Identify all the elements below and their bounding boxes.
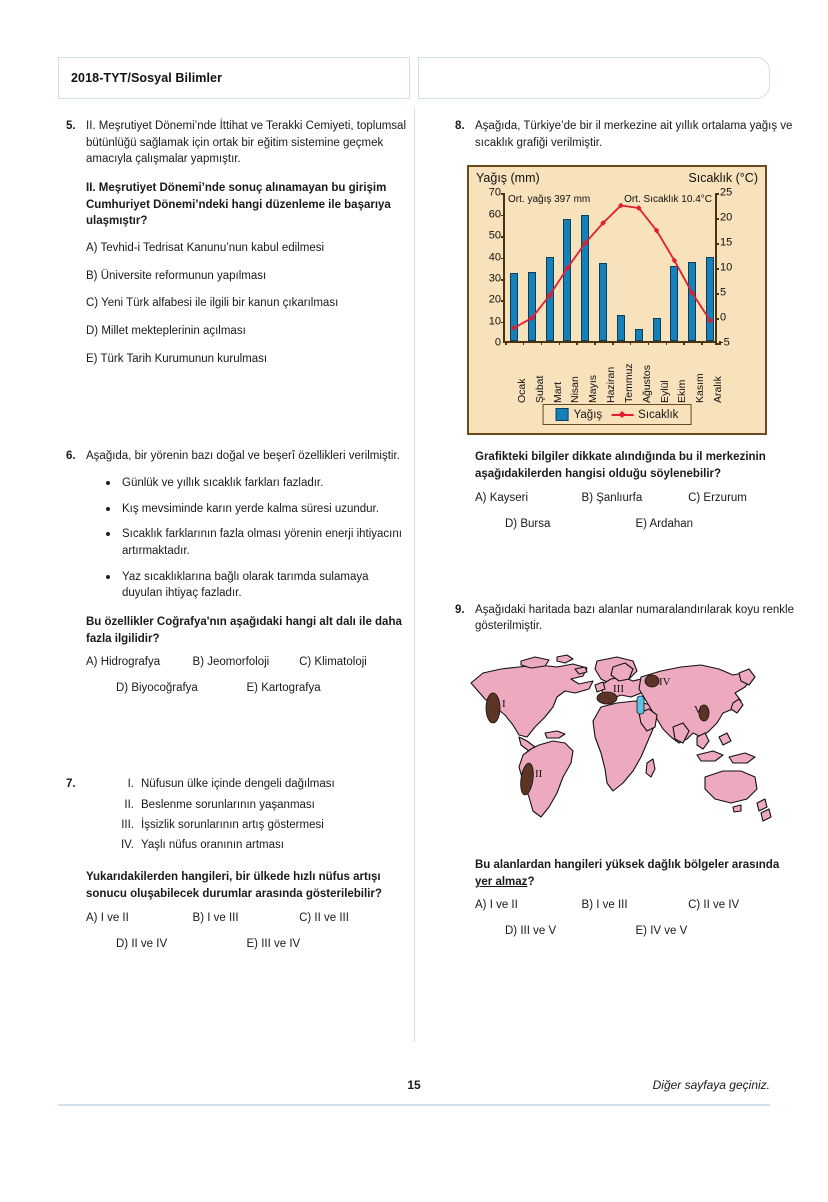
- roman-text: Beslenme sorunlarının yaşanması: [141, 798, 315, 811]
- legend-item-precipitation: [556, 408, 603, 421]
- option-a[interactable]: A) Hidrografya: [86, 656, 161, 669]
- chart-bar: [546, 257, 554, 342]
- chart-month-label: Eylül: [658, 380, 671, 404]
- question-5-stem: II. Meşrutiyet Dönemi’nde İttihat ve Terakki Cemiyeti, toplumsal bütünlüğü sağlamak için ortak bir eğitim sistemine geçmek amacıyla çalışmalar yapmıştır.: [86, 120, 406, 166]
- question-5-options: [86, 240, 406, 367]
- roman-numeral: III.: [121, 818, 134, 831]
- page-number: 15: [407, 1078, 421, 1092]
- option-b[interactable]: B) I ve III: [581, 899, 628, 912]
- chart-tickmark-left: [501, 258, 505, 260]
- chart-ylabel-left: Yağış (mm): [476, 171, 540, 186]
- chart-tickmark-right: [715, 318, 719, 320]
- chart-ytick-left: 60: [488, 208, 501, 221]
- option-e[interactable]: E) Kartografya: [246, 682, 321, 695]
- climate-chart: [467, 165, 767, 435]
- precipitation-swatch-icon: [556, 408, 569, 421]
- chart-ytick-right: 20: [720, 211, 733, 224]
- question-9-stem: Aşağıdaki haritada bazı alanlar numaralandırılarak koyu renkle gösterilmiştir.: [475, 603, 794, 633]
- chart-ytick-right: 0: [720, 311, 727, 324]
- chart-ytick-right: 5: [720, 286, 727, 299]
- landmass-new-guinea: [729, 753, 755, 763]
- chart-ylabel-right: Sıcaklık (°C): [688, 171, 758, 186]
- option-d[interactable]: D) II ve IV: [116, 937, 168, 950]
- chart-ytick-right: 10: [720, 261, 733, 274]
- option-e[interactable]: E) III ve IV: [246, 937, 301, 950]
- landmass-new-zealand-1: [757, 799, 767, 811]
- prompt-underlined: yer almaz: [475, 875, 528, 888]
- chart-month-label: Mart: [551, 382, 564, 404]
- bullet-item: Sıcaklık farklarının fazla olması yörenin enerji ihtiyacını artırmaktadır.: [104, 526, 406, 559]
- question-8-number: 8.: [455, 120, 465, 132]
- question-9-options-row-1: [475, 899, 795, 911]
- option-c[interactable]: C) Erzurum: [688, 491, 747, 504]
- option-b[interactable]: B) Şanlıurfa: [581, 491, 643, 504]
- roman-text: Yaşlı nüfus oranının artması: [141, 839, 284, 852]
- chart-month-label: Haziran: [605, 367, 618, 404]
- map-label-i: I: [502, 698, 506, 711]
- chart-ytick-left: 20: [488, 293, 501, 306]
- chart-ytick-right: 15: [720, 236, 733, 249]
- column-divider: [414, 107, 415, 1042]
- roman-item: [108, 776, 406, 793]
- question-8-prompt: Grafikteki bilgiler dikkate alındığında bu il merkezinin aşağıdakilerden hangisi olduğu söylenebilir?: [475, 451, 766, 481]
- option-e[interactable]: E) IV ve V: [635, 925, 688, 938]
- left-column: [66, 118, 406, 950]
- chart-bar: [599, 263, 607, 341]
- roman-numeral: I.: [127, 778, 134, 791]
- chart-bar: [706, 257, 714, 342]
- chart-tickmark-left: [501, 215, 505, 217]
- map-label-iii: III: [613, 683, 624, 696]
- chart-tickmark-right: [715, 193, 719, 195]
- question-6-bullet-list: [86, 475, 406, 602]
- footer-divider: [58, 1104, 770, 1106]
- gap-q5-q6: [66, 378, 406, 448]
- landmass-madagascar: [646, 759, 655, 777]
- chart-ytick-left: 0: [494, 336, 501, 349]
- annotation-precip-total: Ort. yağış 397 mm: [508, 194, 591, 206]
- gap-q6-q7: [66, 694, 406, 776]
- option-e[interactable]: E) Türk Tarih Kurumunun kurulması: [86, 352, 268, 365]
- landmass-caribbean: [545, 731, 565, 738]
- chart-ytick-left: 50: [488, 229, 501, 242]
- question-6-options-row-1: [86, 656, 406, 668]
- question-6: [66, 448, 406, 694]
- chart-tickmark-right: [715, 268, 719, 270]
- landmass-arctic-islands: [521, 657, 549, 668]
- chart-month-labels: [503, 345, 725, 407]
- world-map-svg: [461, 651, 781, 841]
- roman-item: [108, 797, 406, 814]
- landmass-australia: [705, 771, 757, 803]
- question-7-options-row-1: [86, 912, 406, 924]
- question-8-options-row-2: [475, 518, 795, 530]
- option-c[interactable]: C) Yeni Türk alfabesi ile ilgili bir kanun çıkarılması: [86, 297, 339, 310]
- option-c[interactable]: C) Klimatoloji: [299, 656, 367, 669]
- question-9: [455, 602, 795, 938]
- chart-bar: [617, 315, 625, 342]
- question-7: [66, 776, 406, 949]
- option-c[interactable]: C) II ve IV: [688, 899, 740, 912]
- chart-ytick-right: -5: [720, 336, 730, 349]
- option-a[interactable]: A) Kayseri: [475, 491, 529, 504]
- landmass-tasmania: [733, 805, 741, 812]
- chart-month-label: Aralık: [712, 376, 725, 404]
- chart-bar: [581, 215, 589, 341]
- chart-tickmark-left: [501, 279, 505, 281]
- question-7-number: 7.: [66, 778, 76, 791]
- chart-bar: [688, 262, 696, 341]
- chart-tickmark-left: [501, 193, 505, 195]
- question-8: [455, 118, 795, 530]
- prompt-part-after: ?: [527, 875, 535, 888]
- highlight-region-i: [486, 693, 500, 723]
- map-label-ii: II: [535, 768, 543, 781]
- chart-bar: [653, 318, 661, 342]
- prompt-part-before: Bu alanlardan hangileri yüksek dağlık bölgeler arasında: [475, 859, 780, 872]
- next-page-note: Diğer sayfaya geçiniz.: [652, 1078, 770, 1092]
- question-8-options-row-1: [475, 492, 795, 504]
- map-label-v: V: [694, 704, 702, 717]
- chart-month-label: Kasım: [694, 373, 707, 404]
- chart-month-label: Ağustos: [640, 365, 653, 404]
- question-7-roman-list: [108, 776, 406, 854]
- right-column: [455, 118, 795, 937]
- header-box-right: [418, 57, 770, 99]
- chart-tickmark-left: [501, 236, 505, 238]
- chart-bar: [563, 219, 571, 341]
- landmass-philippines: [719, 733, 731, 745]
- chart-temperature-line: [505, 193, 719, 343]
- temperature-line-icon: [611, 410, 633, 420]
- question-5-number: 5.: [66, 120, 76, 132]
- chart-ytick-left: 70: [488, 186, 501, 199]
- chart-tickmark-right: [715, 218, 719, 220]
- question-8-stem: Aşağıda, Türkiye’de bir il merkezine ait yıllık ortalama yağış ve sıcaklık grafiği verilmiştir.: [475, 120, 793, 149]
- chart-ytick-right: 25: [720, 186, 733, 199]
- chart-ytick-left: 30: [488, 272, 501, 285]
- highlight-region-iv: [645, 675, 659, 687]
- legend-label-precipitation: Yağış: [573, 408, 603, 421]
- chart-tickmark-right: [715, 243, 719, 245]
- roman-text: Nüfusun ülke içinde dengeli dağılması: [141, 778, 335, 791]
- roman-numeral: IV.: [120, 839, 134, 852]
- roman-numeral: II.: [124, 798, 134, 811]
- world-map: [461, 651, 781, 841]
- question-5-prompt: II. Meşrutiyet Dönemi’nde sonuç alınamayan bu girişim Cumhuriyet Dönemi’ndeki hangi düzenleme ile başarıya ulaşmıştır?: [86, 182, 391, 228]
- page-header: [58, 57, 770, 99]
- page-footer: [58, 1078, 770, 1092]
- chart-tickmark-left: [501, 300, 505, 302]
- legend-label-temperature: Sıcaklık: [638, 408, 679, 421]
- option-a[interactable]: A) I ve II: [86, 911, 129, 924]
- question-9-options-row-2: [475, 925, 795, 937]
- option-a[interactable]: A) I ve II: [475, 899, 518, 912]
- question-9-number: 9.: [455, 603, 465, 616]
- chart-month-label: Ekim: [676, 380, 689, 404]
- chart-month-label: Temmuz: [622, 363, 635, 404]
- chart-bar: [670, 266, 678, 341]
- question-6-stem: Aşağıda, bir yörenin bazı doğal ve beşerî özellikleri verilmiştir.: [86, 450, 400, 463]
- landmass-arctic-islet-1: [557, 655, 573, 663]
- chart-month-label: Mayıs: [587, 375, 600, 404]
- water-body-caspian: [637, 696, 644, 714]
- option-d[interactable]: D) Biyocoğrafya: [116, 682, 198, 695]
- header-box-left: [58, 57, 410, 99]
- chart-tickmark-right: [715, 293, 719, 295]
- gap-q8-q9: [455, 530, 795, 602]
- bullet-item: Kış mevsiminde karın yerde kalma süresi uzundur.: [104, 501, 406, 518]
- landmass-indonesia-1: [697, 751, 723, 761]
- chart-bar: [528, 272, 536, 342]
- chart-bar: [510, 273, 518, 342]
- option-c[interactable]: C) II ve III: [299, 911, 349, 924]
- question-7-prompt: Yukarıdakilerden hangileri, bir ülkede hızlı nüfus artışı sonucu oluşabilecek durumlar arasında gösterilebilir?: [86, 871, 382, 901]
- chart-legend: [543, 404, 692, 425]
- option-d[interactable]: D) Millet mekteplerinin açılması: [86, 325, 246, 338]
- chart-month-label: Şubat: [533, 375, 546, 404]
- landmass-new-zealand-2: [761, 809, 771, 821]
- chart-ytick-left: 10: [488, 315, 501, 328]
- question-6-options-row-2: [86, 682, 406, 694]
- question-5: [66, 118, 406, 367]
- roman-text: İşsizlik sorunlarının artış göstermesi: [141, 818, 324, 831]
- roman-item: [108, 817, 406, 834]
- chart-xtick: [719, 341, 721, 345]
- annotation-temp-mean: Ort. Sıcaklık 10.4°C: [624, 194, 712, 206]
- legend-item-temperature: [611, 409, 678, 421]
- chart-tickmark-left: [501, 322, 505, 324]
- question-6-number: 6.: [66, 450, 76, 463]
- map-label-iv: IV: [659, 676, 671, 689]
- chart-month-label: Nisan: [569, 376, 582, 404]
- bullet-item: Günlük ve yıllık sıcaklık farkları fazladır.: [104, 475, 406, 492]
- option-d[interactable]: D) Bursa: [505, 517, 551, 530]
- roman-item: [108, 837, 406, 854]
- chart-bar: [635, 329, 643, 342]
- option-b[interactable]: B) Üniversite reformunun yapılması: [86, 269, 267, 282]
- question-9-prompt: [475, 857, 795, 890]
- option-b[interactable]: B) I ve III: [192, 911, 239, 924]
- option-d[interactable]: D) III ve V: [505, 925, 557, 938]
- question-6-prompt: Bu özellikler Coğrafya'nın aşağıdaki hangi alt dalı ile daha fazla ilgilidir?: [86, 616, 402, 645]
- option-a[interactable]: A) Tevhid-i Tedrisat Kanunu’nun kabul edilmesi: [86, 242, 325, 255]
- question-7-options-row-2: [86, 938, 406, 950]
- bullet-item: Yaz sıcaklıklarına bağlı olarak tarımda sulamaya duyulan ihtiyaç fazladır.: [104, 569, 406, 602]
- chart-plot-area: [488, 186, 733, 349]
- chart-ytick-left: 40: [488, 251, 501, 264]
- exam-title: 2018-TYT/Sosyal Bilimler: [71, 71, 223, 85]
- option-e[interactable]: E) Ardahan: [635, 517, 694, 530]
- option-b[interactable]: B) Jeomorfoloji: [192, 656, 270, 669]
- chart-month-label: Ocak: [515, 378, 528, 404]
